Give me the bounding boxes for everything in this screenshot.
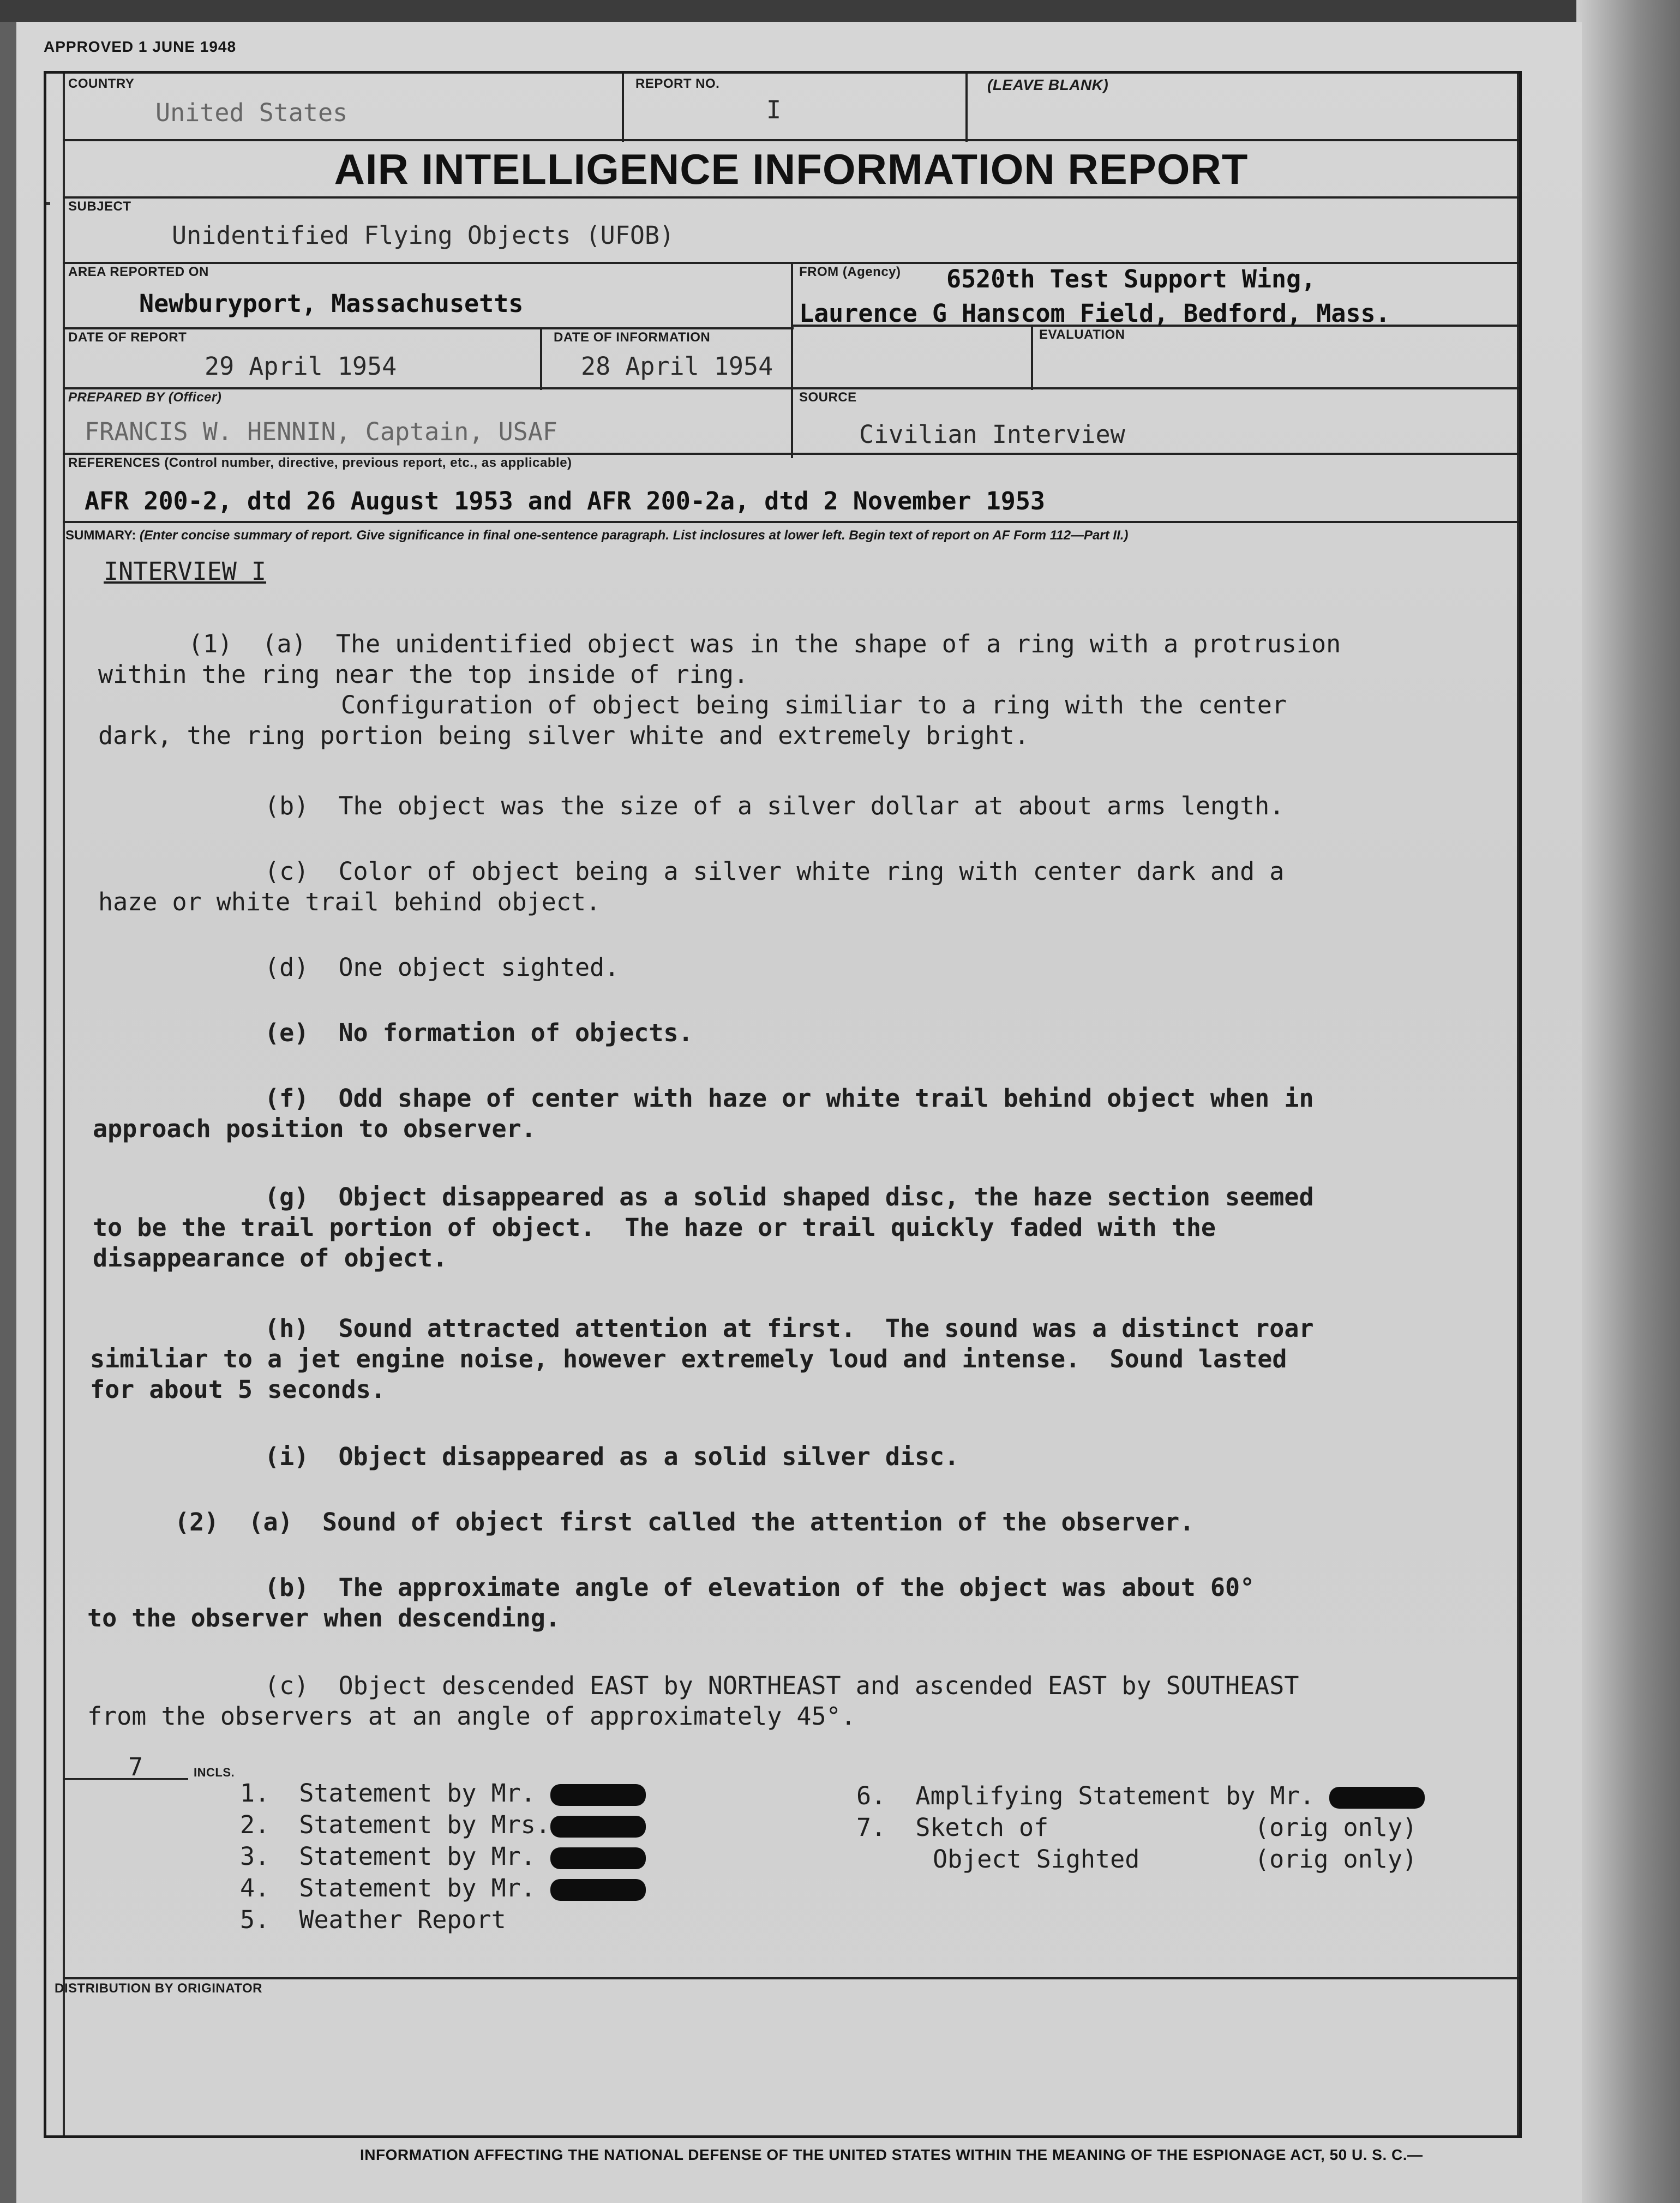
country-label: COUNTRY xyxy=(68,76,135,91)
evaluation-label: EVALUATION xyxy=(1039,327,1125,342)
divider xyxy=(63,1977,1519,1979)
divider xyxy=(965,74,968,142)
inclosure-item-4: 4. Statement by Mr. xyxy=(240,1873,646,1904)
subject-label: SUBJECT xyxy=(68,199,131,214)
redaction-mark xyxy=(550,1847,646,1869)
paragraph-1d: (d) One object sighted. xyxy=(265,953,620,982)
orig-only-note-2: (orig only) xyxy=(1255,1845,1418,1874)
redaction-mark xyxy=(550,1784,646,1806)
redaction-mark xyxy=(550,1816,646,1838)
inclosure-item-3: 3. Statement by Mr. xyxy=(240,1841,646,1872)
paragraph-1h-line1: (h) Sound attracted attention at first. The sound was a distinct roar xyxy=(265,1314,1314,1343)
from-label: FROM (Agency) xyxy=(799,265,901,279)
date-of-information-label: DATE OF INFORMATION xyxy=(554,330,711,345)
paragraph-2b-line1: (b) The approximate angle of elevation of the object was about 60° xyxy=(265,1573,1255,1602)
references-value: AFR 200-2, dtd 26 August 1953 and AFR 200-2a, dtd 2 November 1953 xyxy=(85,487,1045,515)
inclosure-item-2: 2. Statement by Mrs. xyxy=(240,1810,646,1840)
inclosure-count: 7 xyxy=(128,1752,143,1781)
date-of-information-value: 28 April 1954 xyxy=(581,352,773,381)
paragraph-1c-line1: (c) Color of object being a silver white ring with center dark and a xyxy=(265,857,1285,886)
inclosure-item-5: 5. Weather Report xyxy=(240,1905,506,1934)
inclosure-item-6: 6. Amplifying Statement by Mr. xyxy=(856,1781,1425,1811)
prepared-by-value: FRANCIS W. HENNIN, Captain, USAF xyxy=(85,417,557,446)
area-label: AREA REPORTED ON xyxy=(68,265,209,279)
paragraph-2c-line2: from the observers at an angle of approximately 45°. xyxy=(87,1702,856,1731)
paragraph-1f-line1: (f) Odd shape of center with haze or white trail behind object when in xyxy=(265,1084,1314,1113)
orig-only-note-1: (orig only) xyxy=(1255,1813,1418,1842)
inclosure-label: INCLS. xyxy=(194,1766,235,1779)
divider xyxy=(63,139,1519,141)
inclosure-count-line xyxy=(63,1778,188,1780)
subject-value: Unidentified Flying Objects (UFOB) xyxy=(172,221,675,250)
distribution-label: DISTRIBUTION BY ORIGINATOR xyxy=(55,1981,263,1996)
paragraph-1a-line4: dark, the ring portion being silver white and extremely bright. xyxy=(98,721,1029,750)
inclosure-item-1: 1. Statement by Mr. xyxy=(240,1778,646,1809)
summary-label: SUMMARY: (Enter concise summary of report. Give significance in final one-sentence paragraph. List inclosures at lower left. Begin text of report on AF Form 112—Part II.) xyxy=(65,528,1129,543)
paragraph-1g-line1: (g) Object disappeared as a solid shaped disc, the haze section seemed xyxy=(265,1182,1314,1211)
date-of-report-value: 29 April 1954 xyxy=(205,352,397,381)
paragraph-1h-line3: for about 5 seconds. xyxy=(90,1375,386,1404)
paragraph-1a-line1: (1) (a) The unidentified object was in the shape of a ring with a protrusion xyxy=(188,629,1341,658)
source-value: Civilian Interview xyxy=(859,420,1125,449)
from-value-line1: 6520th Test Support Wing, xyxy=(946,265,1316,293)
paragraph-1h-line2: similiar to a jet engine noise, however extremely loud and intense. Sound lasted xyxy=(90,1344,1287,1373)
report-title: AIR INTELLIGENCE INFORMATION REPORT xyxy=(334,145,1249,193)
source-label: SOURCE xyxy=(799,390,857,405)
inclosure-item-7: 7. Sketch of xyxy=(856,1813,1049,1842)
report-no-label: REPORT NO. xyxy=(635,76,720,91)
divider xyxy=(63,196,1519,199)
date-of-report-label: DATE OF REPORT xyxy=(68,330,187,345)
paragraph-1a-line3: Configuration of object being similiar to a ring with the center xyxy=(341,691,1287,719)
paragraph-1e: (e) No formation of objects. xyxy=(265,1018,693,1047)
paragraph-2a: (2) (a) Sound of object first called the attention of the observer. xyxy=(175,1508,1195,1536)
redaction-mark xyxy=(1329,1787,1425,1809)
scan-border-right xyxy=(1576,0,1680,2203)
divider xyxy=(63,521,1519,523)
country-value: United States xyxy=(155,98,348,127)
from-value-line2: Laurence G Hanscom Field, Bedford, Mass. xyxy=(799,299,1390,328)
divider xyxy=(622,74,624,142)
scan-border-top xyxy=(0,0,1680,22)
paragraph-1c-line2: haze or white trail behind object. xyxy=(98,887,601,916)
prepared-by-label: PREPARED BY (Officer) xyxy=(68,390,222,405)
paragraph-1i: (i) Object disappeared as a solid silver disc. xyxy=(265,1442,959,1471)
references-label: REFERENCES (Control number, directive, previous report, etc., as applicable) xyxy=(68,455,572,470)
area-value: Newburyport, Massachusetts xyxy=(139,289,524,318)
paragraph-2b-line2: to the observer when descending. xyxy=(87,1604,560,1632)
paragraph-2c-line1: (c) Object descended EAST by NORTHEAST and ascended EAST by SOUTHEAST xyxy=(265,1671,1299,1700)
espionage-act-notice: INFORMATION AFFECTING THE NATIONAL DEFENSE OF THE UNITED STATES WITHIN THE MEANING OF THE ESPIONAGE ACT, 50 U. S. C.— xyxy=(360,2146,1423,2163)
inclosure-item-7-cont: Object Sighted xyxy=(933,1845,1140,1874)
summary-instructions: (Enter concise summary of report. Give significance in final one-sentence paragraph. List inclosures at lower left. Begin text of report on AF Form 112—Part II.) xyxy=(140,528,1129,543)
interview-heading: INTERVIEW I xyxy=(104,557,267,586)
paragraph-1g-line3: disappearance of object. xyxy=(93,1244,448,1272)
redaction-mark xyxy=(550,1879,646,1901)
paragraph-1f-line2: approach position to observer. xyxy=(93,1114,536,1143)
divider xyxy=(63,327,794,329)
divider xyxy=(63,387,1519,389)
paragraph-1a-line2: within the ring near the top inside of ring. xyxy=(98,660,749,689)
divider xyxy=(791,262,793,458)
paragraph-1g-line2: to be the trail portion of object. The haze or trail quickly faded with the xyxy=(93,1213,1216,1242)
paragraph-1b: (b) The object was the size of a silver dollar at about arms length. xyxy=(265,791,1285,820)
report-no-value: I xyxy=(766,95,782,124)
divider xyxy=(540,327,542,390)
divider xyxy=(1031,325,1033,390)
leave-blank-label: (LEAVE BLANK) xyxy=(987,76,1109,93)
approval-note: APPROVED 1 JUNE 1948 xyxy=(44,38,237,55)
divider xyxy=(63,453,1519,455)
